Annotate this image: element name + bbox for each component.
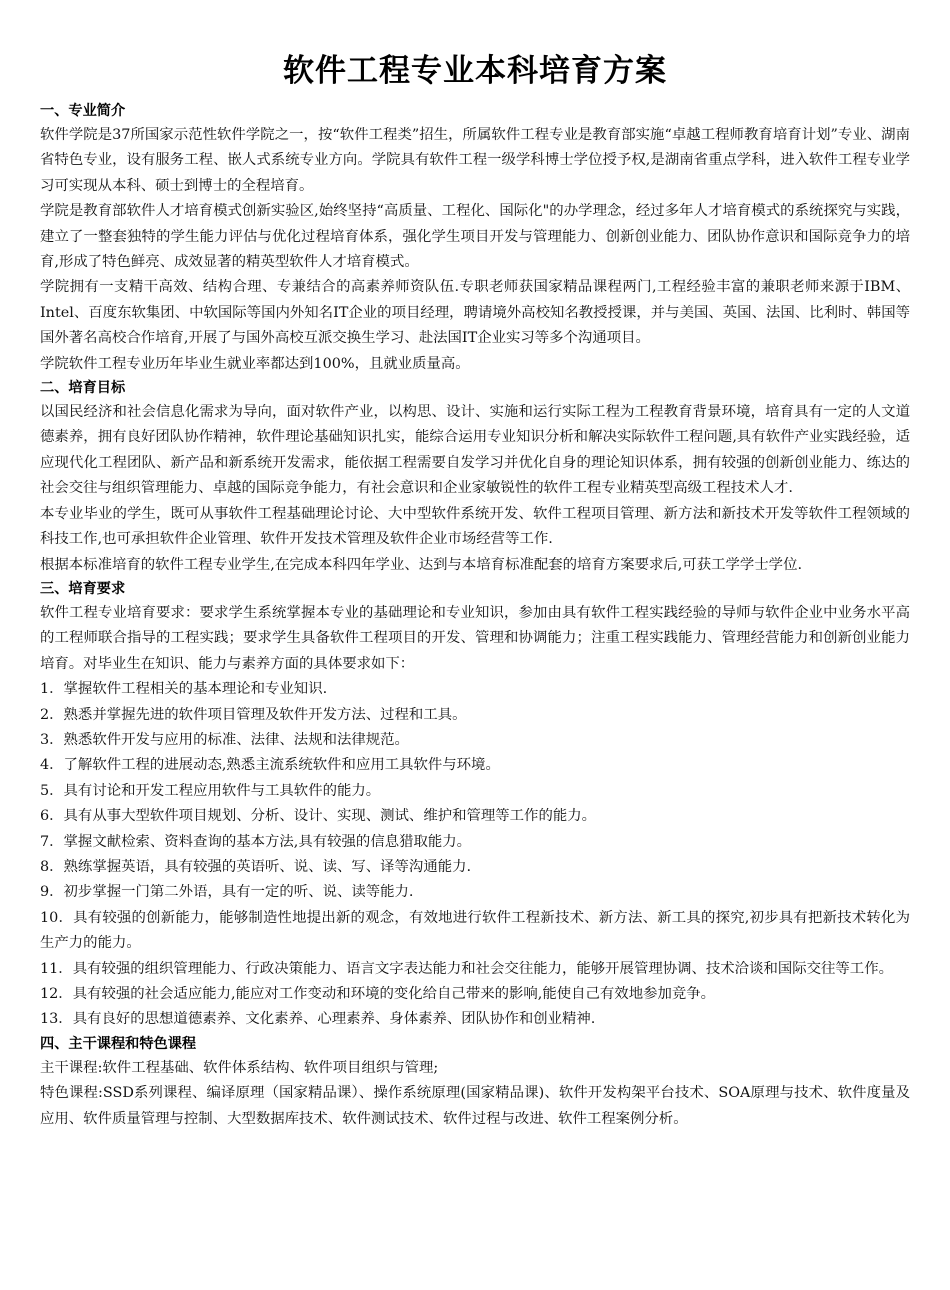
paragraph: 学院软件工程专业历年毕业生就业率都达到100%，且就业质量高。 (40, 355, 470, 372)
paragraph: 学院是教育部软件人才培育模式创新实验区,始终坚持“高质量、工程化、国际化"的办学理念，经过多年人才培育模式的系统探究与实践，建立了一整套独特的学生能力评估与优化过程培育体系，强化学生项目开发与管理能力、创新创业能力、团队协作意识和国际竞争力的培育,形成了特色鲜亮、成效显著的精英型软件人才培育模式。 (40, 203, 910, 271)
section-heading: 三、培育要求 (40, 580, 126, 597)
list-item: 7．掌握文献检索、资料查询的基本方法,具有较强的信息猎取能力。 (40, 833, 472, 850)
list-item: 2．熟悉并掌握先进的软件项目管理及软件开发方法、过程和工具。 (40, 706, 467, 723)
section-heading: 一、专业简介 (40, 103, 126, 119)
document-title: 软件工程专业本科培育方案 (283, 53, 667, 89)
list-item: 11．具有较强的组织管理能力、行政决策能力、语言文字表达能力和社会交往能力，能够开展管理协调、技术洽谈和国际交往等工作。 (40, 960, 893, 977)
section-goals (40, 377, 910, 578)
paragraph: 学院拥有一支精干高效、结构合理、专兼结合的高素养师资队伍.专职老师获国家精品课程两门,工程经验丰富的兼职老师来源于IBM、Intel、百度东软集团、中软国际等国内外知名IT企业的项目经理，聘请境外高校知名教授授课，并与美国、英国、法国、比利时、韩国等国外著名高校合作培育,开展了与国外高校互派交换生学习、赴法国IT企业实习等多个沟通项目。 (40, 279, 910, 347)
paragraph: 以国民经济和社会信息化需求为导向，面对软件产业，以构思、设计、实施和运行实际工程为工程教育背景环境，培育具有一定的人文道德素养，拥有良好团队协作精神，软件理论基础知识扎实，能综合运用专业知识分析和解决实际软件工程问题,具有软件产业实践经验，适应现代化工程团队、新产品和新系统开发需求，能依据工程需要自发学习并优化自身的理论知识体系，拥有较强的创新创业能力、练达的社会交往与组织管理能力、卓越的国际竞争能力，有社会意识和企业家敏锐性的软件工程专业精英型高级工程技术人才. (40, 404, 910, 497)
list-item: 12．具有较强的社会适应能力,能应对工作变动和环境的变化给自己带来的影响,能使自己有效地参加竞争。 (40, 986, 716, 1002)
list-item: 5．具有讨论和开发工程应用软件与工具软件的能力。 (40, 782, 381, 799)
requirements-list (40, 677, 910, 1033)
section-requirements (40, 578, 910, 1033)
list-item: 13．具有良好的思想道德素养、文化素养、心理素养、身体素养、团队协作和创业精神. (40, 1011, 596, 1028)
paragraph: 软件工程专业培育要求：要求学生系统掌握本专业的基础理论和专业知识，参加由具有软件工程实践经验的导师与软件企业中业务水平高的工程师联合指导的工程实践；要求学生具备软件工程项目的开发、管理和协调能力；注重工程实践能力、管理经营能力和创新创业能力培育。对毕业生在知识、能力与素养方面的具体要求如下： (40, 604, 910, 672)
list-item: 9．初步掌握一门第二外语，具有一定的听、说、读等能力. (40, 884, 414, 901)
paragraph: 特色课程:SSD系列课程、编译原理（国家精品课）、操作系统原理(国家精品课)、软件开发构架平台技术、SOA原理与技术、软件度量及应用、软件质量管理与控制、大型数据库技术、软件测试技术、软件过程与改进、软件工程案例分析。 (40, 1085, 910, 1127)
list-item: 6．具有从事大型软件项目规划、分析、设计、实现、测试、维护和管理等工作的能力。 (40, 808, 597, 825)
list-item: 10．具有较强的创新能力，能够制造性地提出新的观念，有效地进行软件工程新技术、新方法、新工具的探究,初步具有把新技术转化为生产力的能力。 (40, 909, 910, 952)
list-item: 1．掌握软件工程相关的基本理论和专业知识. (40, 681, 328, 698)
paragraph: 根据本标准培育的软件工程专业学生,在完成本科四年学业、达到与本培育标准配套的培育方案要求后,可获工学学士学位. (40, 556, 803, 573)
list-item: 4．了解软件工程的进展动态,熟悉主流系统软件和应用工具软件与环境。 (40, 757, 500, 774)
document-page (40, 44, 910, 1132)
section-intro (40, 100, 910, 377)
paragraph: 软件学院是37所国家示范性软件学院之一，按“软件工程类”招生，所属软件工程专业是教育部实施“卓越工程师教育培育计划”专业、湖南省特色专业，设有服务工程、嵌人式系统专业方向。学院具有软件工程一级学科博士学位授予权,是湖南省重点学科，进入软件工程专业学习可实现从本科、硕士到博士的全程培育。 (40, 127, 910, 194)
section-courses (40, 1033, 910, 1132)
paragraph: 主干课程:软件工程基础、软件体系结构、软件项目组织与管理; (40, 1059, 439, 1076)
section-heading: 二、培育目标 (40, 380, 126, 397)
list-item: 8．熟练掌握英语，具有较强的英语听、说、读、写、译等沟通能力. (40, 858, 472, 875)
list-item: 3．熟悉软件开发与应用的标准、法律、法规和法律规范。 (40, 731, 409, 748)
paragraph: 本专业毕业的学生，既可从事软件工程基础理论讨论、大中型软件系统开发、软件工程项目管理、新方法和新技术开发等软件工程领域的科技工作,也可承担软件企业管理、软件开发技术管理及软件企业市场经营等工作. (40, 505, 910, 548)
section-heading: 四、主干课程和特色课程 (40, 1035, 197, 1052)
